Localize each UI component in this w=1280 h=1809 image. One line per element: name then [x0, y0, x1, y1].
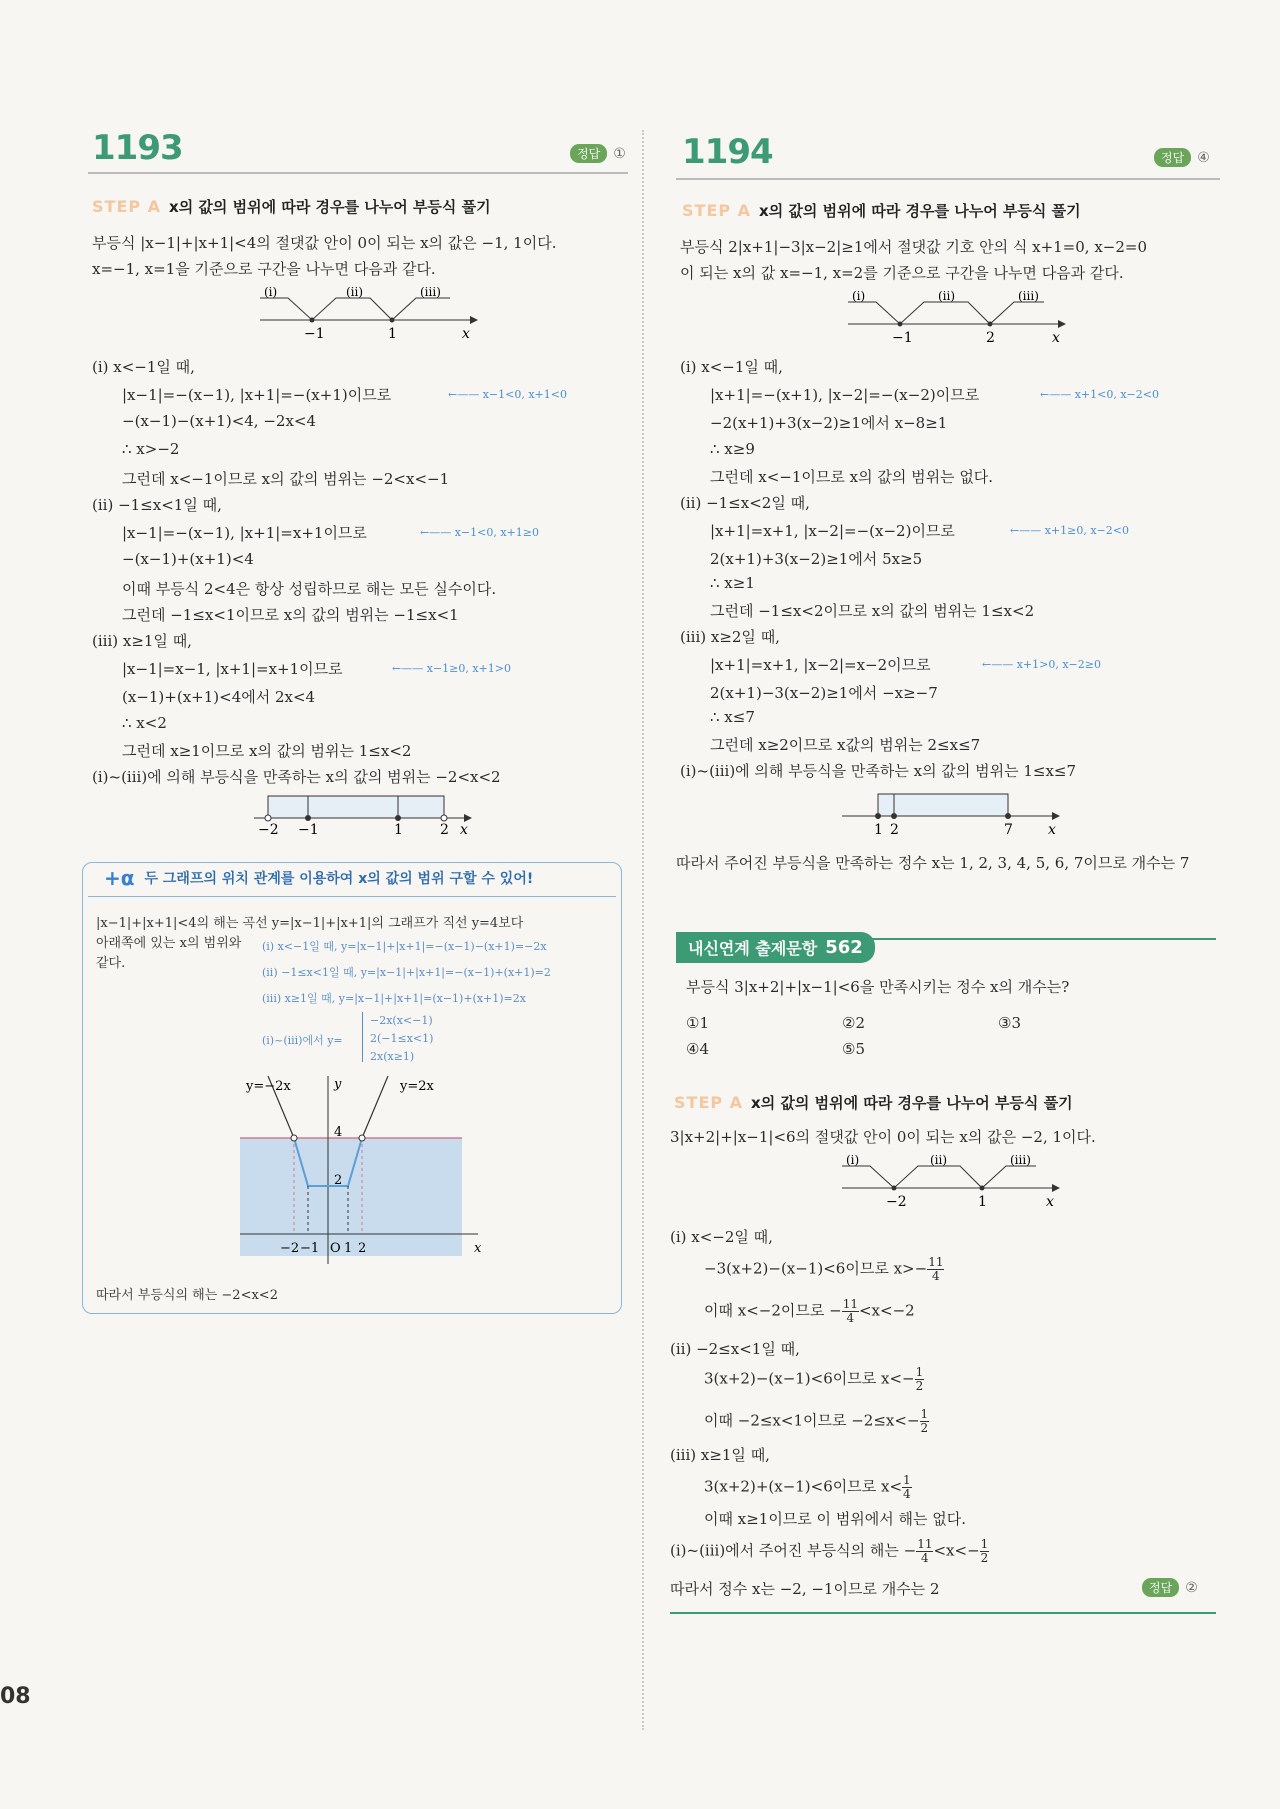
case-line: ∴ x≥9 — [710, 440, 755, 458]
s2-text: 이때 −2≤x<1이므로 −2≤x<− — [704, 1411, 920, 1430]
case-line: (i)~(iii)에 의해 부등식을 만족하는 x의 값의 범위는 −2<x<2 — [92, 768, 501, 786]
tip-case: (ii) −1≤x<1일 때, y=|x−1|+|x+1|=−(x−1)+(x+1)=2 — [262, 966, 551, 979]
s2-number-line — [832, 1152, 1062, 1212]
hint-note: ←—— x−1<0, x+1<0 — [448, 388, 567, 401]
tip-box-heading — [104, 866, 533, 890]
case-line: (ii) −1≤x<2일 때, — [680, 494, 810, 512]
nl-tick: −1 — [304, 326, 325, 342]
fraction — [842, 1298, 859, 1325]
answer-label: 정답 — [1154, 148, 1191, 167]
hint-note: ←—— x−1<0, x+1≥0 — [420, 526, 539, 539]
s2-step — [704, 1366, 924, 1393]
case-number-line — [250, 284, 480, 344]
option[interactable]: ③3 — [998, 1014, 1021, 1032]
case-line: (i) x<−1일 때, — [92, 358, 195, 376]
rl-tick: 2 — [890, 822, 899, 838]
intro-line-1: 부등식 2|x+1|−3|x−2|≥1에서 절댓값 기호 안의 식 x+1=0, x−2=0 — [680, 238, 1148, 256]
bottom-rule — [670, 1612, 1216, 1614]
banner-number: 562 — [825, 937, 863, 958]
graph-y-tick: 4 — [334, 1125, 343, 1140]
header-rule — [88, 172, 628, 174]
nl-axis: x — [1052, 330, 1060, 346]
s2-final: 따라서 정수 x는 −2, −1이므로 개수는 2 — [670, 1580, 940, 1598]
step-title: x의 값의 범위에 따라 경우를 나누어 부등식 풀기 — [751, 1094, 1073, 1112]
case-line: (iii) x≥2일 때, — [680, 628, 780, 646]
nl-tick: −1 — [892, 330, 913, 346]
case-line: 그런데 x≥1이므로 x의 값의 범위는 1≤x<2 — [122, 742, 412, 760]
fraction — [916, 1538, 933, 1565]
case-line: 2(x+1)−3(x−2)≥1에서 −x≥−7 — [710, 684, 938, 702]
s2-step — [704, 1298, 915, 1325]
case-line: −(x−1)−(x+1)<4, −2x<4 — [122, 412, 317, 430]
tip-text: 같다. — [96, 956, 126, 971]
banner-label: 내신연계 출제문항 — [688, 939, 818, 958]
answer-badge-1194 — [1154, 148, 1210, 167]
case-line: 그런데 x<−1이므로 x의 값의 범위는 없다. — [710, 468, 994, 486]
fraction — [927, 1256, 944, 1283]
problem-number-1193: 1193 — [92, 128, 183, 168]
case-line: 그런데 x≥2이므로 x값의 범위는 2≤x≤7 — [710, 736, 981, 754]
case-line: 이때 부등식 2<4은 항상 성립하므로 해는 모든 실수이다. — [122, 580, 497, 598]
tip-text: 아래쪽에 있는 x의 범위와 — [96, 936, 242, 951]
case-line: 2(x+1)+3(x−2)≥1에서 5x≥5 — [710, 550, 923, 568]
nl-tick: 1 — [388, 326, 397, 342]
step-heading — [92, 196, 491, 217]
step-tag: STEP A — [92, 197, 162, 216]
graph-x-tick: 2 — [358, 1241, 367, 1256]
linked-problem-banner — [676, 932, 875, 963]
fraction — [915, 1366, 925, 1393]
case-line: ∴ x≥1 — [710, 574, 755, 592]
answer-value: ② — [1185, 1579, 1198, 1596]
page-number: 08 — [0, 1684, 31, 1709]
graph-x-tick: −2 — [280, 1241, 300, 1256]
hint-note: ←—— x+1≥0, x−2<0 — [1010, 524, 1129, 537]
frac-num: 1 — [980, 1537, 989, 1551]
tip-box-title: 두 그래프의 위치 관계를 이용하여 x의 값의 범위 구할 수 있어! — [144, 871, 534, 887]
nl-axis: x — [462, 326, 470, 342]
case-line: |x−1|=−(x−1), |x+1|=x+1이므로 — [122, 524, 367, 542]
nl-label-iii: (iii) — [1018, 289, 1039, 303]
case-line: |x−1|=x−1, |x+1|=x+1이므로 — [122, 660, 343, 678]
fraction — [920, 1408, 930, 1435]
problem-number-1194: 1194 — [682, 132, 773, 172]
intro-line-2: 이 되는 x의 값 x=−1, x=2를 기준으로 구간을 나누면 다음과 같다. — [680, 264, 1124, 282]
case-line: 그런데 −1≤x<1이므로 x의 값의 범위는 −1≤x<1 — [122, 606, 459, 624]
tip-rule — [88, 896, 616, 897]
step-heading-2 — [674, 1092, 1073, 1113]
case-line: ∴ x<2 — [122, 714, 167, 732]
case-line: |x+1|=x+1, |x−2|=x−2이므로 — [710, 656, 931, 674]
s2-text: <x<−2 — [858, 1301, 915, 1320]
linked-question: 부등식 3|x+2|+|x−1|<6을 만족시키는 정수 x의 개수는? — [686, 978, 1070, 996]
nl-tick: 2 — [986, 330, 995, 346]
case-line: −2(x+1)+3(x−2)≥1에서 x−8≥1 — [710, 414, 948, 432]
frac-den: 2 — [920, 1421, 929, 1436]
frac-num: 1 — [920, 1407, 929, 1421]
answer-label: 정답 — [570, 144, 607, 163]
case-line: |x+1|=x+1, |x−2|=−(x−2)이므로 — [710, 522, 955, 540]
intro-line-2: x=−1, x=1을 기준으로 구간을 나누면 다음과 같다. — [92, 260, 436, 278]
case-line: ∴ x>−2 — [122, 440, 180, 458]
rl-axis: x — [1048, 822, 1056, 838]
rl-tick: 1 — [394, 822, 403, 838]
s2-text: 3(x+2)−(x−1)<6이므로 x<− — [704, 1369, 915, 1388]
graph-label-left: y=−2x — [246, 1079, 291, 1094]
s2-text: 3(x+2)+(x−1)<6이므로 x< — [704, 1477, 903, 1496]
frac-den: 4 — [921, 1551, 929, 1566]
nl-label-i: (i) — [846, 1153, 860, 1167]
rl-axis: x — [460, 822, 468, 838]
case-number-line — [838, 288, 1068, 348]
graph-label-right: y=2x — [400, 1079, 434, 1094]
column-divider — [642, 130, 644, 1730]
nl-label-iii: (iii) — [420, 285, 441, 299]
rl-tick: −1 — [298, 822, 319, 838]
case-line: (ii) −1≤x<1일 때, — [92, 496, 222, 514]
step-tag: STEP A — [674, 1093, 744, 1112]
s2-step — [704, 1474, 912, 1501]
tip-case: (i) x<−1일 때, y=|x−1|+|x+1|=−(x−1)−(x+1)=−2x — [262, 940, 547, 953]
result-number-line — [248, 788, 478, 838]
option[interactable]: ①1 — [686, 1014, 709, 1032]
answer-value: ④ — [1197, 149, 1210, 166]
s2-step — [704, 1256, 944, 1283]
case-line: (x−1)+(x+1)<4에서 2x<4 — [122, 688, 316, 706]
s2-case: (iii) x≥1일 때, — [670, 1446, 770, 1464]
s2-intro: 3|x+2|+|x−1|<6의 절댓값 안이 0이 되는 x의 값은 −2, 1이다. — [670, 1128, 1096, 1146]
tip-conclusion: 따라서 부등식의 해는 −2<x<2 — [96, 1288, 278, 1303]
graph-y-tick: 2 — [334, 1173, 343, 1188]
option[interactable]: ②2 — [842, 1014, 865, 1032]
case-line: −(x−1)+(x+1)<4 — [122, 550, 254, 568]
rl-tick: 1 — [874, 822, 883, 838]
rl-tick: 7 — [1004, 822, 1013, 838]
step-title: x의 값의 범위에 따라 경우를 나누어 부등식 풀기 — [169, 198, 491, 216]
nl-label-ii: (ii) — [938, 289, 956, 303]
nl-label-i: (i) — [852, 289, 866, 303]
tip-piece: −2x(x<−1) — [370, 1014, 433, 1027]
rl-tick: 2 — [440, 822, 449, 838]
answer-badge-1193 — [570, 144, 626, 163]
case-line: 그런데 −1≤x<2이므로 x의 값의 범위는 1≤x<2 — [710, 602, 1035, 620]
s2-case: (ii) −2≤x<1일 때, — [670, 1340, 800, 1358]
graph-x-tick: 1 — [344, 1241, 353, 1256]
conclusion-1194: 따라서 주어진 부등식을 만족하는 정수 x는 1, 2, 3, 4, 5, 6, 7이므로 개수는 7 — [676, 854, 1190, 872]
graph-y-axis: y — [334, 1077, 342, 1092]
step-title: x의 값의 범위에 따라 경우를 나누어 부등식 풀기 — [759, 202, 1081, 220]
frac-den: 2 — [915, 1379, 924, 1394]
tip-piece: 2(−1≤x<1) — [370, 1032, 434, 1045]
s2-text: 이때 x<−2이므로 − — [704, 1301, 842, 1320]
hint-note: ←—— x+1>0, x−2≥0 — [982, 658, 1101, 671]
fraction — [902, 1474, 912, 1501]
case-line: (iii) x≥1일 때, — [92, 632, 192, 650]
tip-graph — [238, 1074, 498, 1274]
hint-note: ←—— x+1<0, x−2<0 — [1040, 388, 1159, 401]
s2-text: (i)~(iii)에서 주어진 부등식의 해는 − — [670, 1541, 917, 1560]
s2-text: −3(x+2)−(x−1)<6이므로 x>− — [704, 1259, 928, 1278]
frac-den: 4 — [903, 1487, 911, 1502]
s2-step: 이때 x≥1이므로 이 범위에서 해는 없다. — [704, 1510, 967, 1528]
frac-num: 11 — [917, 1537, 933, 1551]
fraction — [980, 1538, 990, 1565]
rl-tick: −2 — [258, 822, 279, 838]
step-heading — [682, 200, 1081, 221]
s2-step — [704, 1408, 929, 1435]
answer-label: 정답 — [1142, 1578, 1179, 1597]
nl-tick: 1 — [978, 1194, 987, 1210]
option[interactable]: ⑤5 — [842, 1040, 865, 1058]
nl-label-iii: (iii) — [1010, 1153, 1031, 1167]
case-line: |x+1|=−(x+1), |x−2|=−(x−2)이므로 — [710, 386, 980, 404]
frac-num: 1 — [903, 1473, 911, 1487]
answer-badge-562 — [1142, 1578, 1198, 1597]
header-rule — [676, 178, 1220, 180]
case-line: (i)~(iii)에 의해 부등식을 만족하는 x의 값의 범위는 1≤x≤7 — [680, 762, 1077, 780]
nl-axis: x — [1046, 1194, 1054, 1210]
case-line: (i) x<−1일 때, — [680, 358, 783, 376]
graph-x-axis: x — [474, 1241, 482, 1256]
s2-case: (i) x<−2일 때, — [670, 1228, 773, 1246]
frac-den: 4 — [932, 1269, 940, 1284]
frac-num: 11 — [928, 1255, 944, 1269]
s2-summary — [670, 1538, 989, 1565]
frac-num: 1 — [915, 1365, 924, 1379]
tip-piece-label: (i)~(iii)에서 y= — [262, 1034, 343, 1047]
case-line: |x−1|=−(x−1), |x+1|=−(x+1)이므로 — [122, 386, 392, 404]
intro-line-1: 부등식 |x−1|+|x+1|<4의 절댓값 안이 0이 되는 x의 값은 −1, 1이다. — [92, 234, 557, 252]
s2-text: <x<− — [933, 1541, 980, 1560]
step-tag: STEP A — [682, 201, 752, 220]
nl-label-i: (i) — [264, 285, 278, 299]
plus-alpha-icon: +α — [104, 866, 135, 890]
frac-den: 4 — [846, 1311, 855, 1326]
nl-label-ii: (ii) — [346, 285, 364, 299]
result-number-line — [838, 784, 1068, 838]
case-line: ∴ x≤7 — [710, 708, 755, 726]
piece-brace — [362, 1012, 363, 1062]
frac-num: 11 — [842, 1297, 858, 1311]
option[interactable]: ④4 — [686, 1040, 709, 1058]
nl-label-ii: (ii) — [930, 1153, 948, 1167]
tip-piece: 2x(x≥1) — [370, 1050, 415, 1063]
graph-x-tick: −1 — [300, 1241, 320, 1256]
answer-value: ① — [613, 145, 626, 162]
hint-note: ←—— x−1≥0, x+1>0 — [392, 662, 511, 675]
tip-text: |x−1|+|x+1|<4의 해는 곡선 y=|x−1|+|x+1|의 그래프가 직선 y=4보다 — [96, 916, 524, 931]
nl-tick: −2 — [886, 1194, 907, 1210]
tip-case: (iii) x≥1일 때, y=|x−1|+|x+1|=(x−1)+(x+1)=2x — [262, 992, 526, 1005]
graph-origin: O — [330, 1241, 341, 1256]
frac-den: 2 — [980, 1551, 989, 1566]
case-line: 그런데 x<−1이므로 x의 값의 범위는 −2<x<−1 — [122, 470, 450, 488]
